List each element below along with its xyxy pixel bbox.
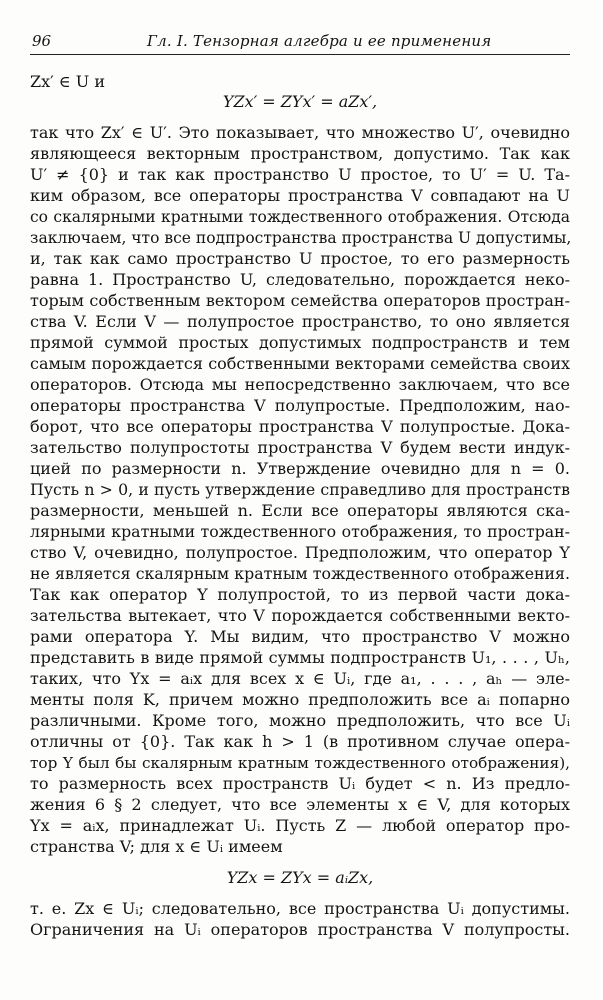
text-line: ким образом, все операторы пространства V совпадают на U bbox=[30, 186, 570, 205]
page-number: 96 bbox=[32, 32, 52, 50]
running-title: Гл. I. Тензорная алгебра и ее применения bbox=[147, 32, 492, 50]
text-line: отличны от {0}. Так как h > 1 (в противном случае опера- bbox=[30, 732, 570, 751]
text-line: рами оператора Y. Мы видим, что пространство V можно bbox=[30, 627, 570, 646]
text-line: тор Y был бы скалярным кратным тождественного отображения), bbox=[30, 754, 570, 772]
text-line: Yx = aᵢx, принадлежат Uᵢ. Пусть Z — любой оператор про- bbox=[30, 816, 570, 835]
text-line: и, так как само пространство U простое, то его размерность bbox=[30, 249, 570, 268]
text-line: прямой суммой простых допустимых подпространств и тем bbox=[30, 333, 570, 352]
text-line: U′ ≠ {0} и так как пространство U простое, то U′ = U. Та- bbox=[30, 165, 570, 184]
text-line: то размерность всех пространств Uᵢ будет < n. Из предло- bbox=[30, 774, 570, 793]
text-line: операторов. Отсюда мы непосредственно заключаем, что все bbox=[30, 375, 570, 394]
text-line: т. е. Zx ∈ Uᵢ; следовательно, все пространства Uᵢ допустимы. bbox=[30, 899, 570, 918]
text-line: являющееся векторным пространством, допустимо. Так как bbox=[30, 144, 570, 163]
text-line: торым собственным вектором семейства операторов простран- bbox=[30, 291, 570, 310]
text-line: ство V, очевидно, полупростое. Предположим, что оператор Y bbox=[30, 543, 570, 562]
text-line: размерности, меньшей n. Если все операторы являются ска- bbox=[30, 501, 570, 520]
text-line: самым порождается собственными векторами семейства своих bbox=[30, 354, 570, 373]
text-line: менты поля K, причем можно предположить все aᵢ попарно bbox=[30, 690, 570, 709]
text-line: Zx′ ∈ U и bbox=[30, 72, 106, 91]
text-line: зательство полупростоты пространства V будем вести индук- bbox=[30, 438, 570, 457]
display-equation: YZx = ZYx = aᵢZx, bbox=[226, 868, 374, 887]
text-line: представить в виде прямой суммы подпространств U₁, . . . , Uₕ, bbox=[30, 648, 570, 667]
text-line: заключаем, что все подпространства пространства U допустимы, bbox=[30, 229, 572, 247]
text-line: со скалярными кратными тождественного отображения. Отсюда bbox=[30, 208, 570, 226]
text-line: борот, что все операторы пространства V полупростые. Дока- bbox=[30, 417, 570, 436]
text-line: лярными кратными тождественного отображения, то простран- bbox=[30, 522, 570, 541]
text-line: странства V; для x ∈ Uᵢ имеем bbox=[30, 837, 283, 856]
text-line: Пусть n > 0, и пусть утверждение справедливо для пространств bbox=[30, 480, 570, 499]
text-line: различными. Кроме того, можно предположить, что все Uᵢ bbox=[30, 711, 570, 730]
text-line: не является скалярным кратным тождественного отображения. bbox=[30, 564, 570, 583]
text-line: жения 6 § 2 следует, что все элементы x ∈ V, для которых bbox=[30, 795, 570, 814]
text-line: зательства вытекает, что V порождается собственными векто- bbox=[30, 606, 570, 625]
text-line: цией по размерности n. Утверждение очевидно для n = 0. bbox=[30, 459, 570, 478]
text-line: Так как оператор Y полупростой, то из первой части дока- bbox=[30, 585, 570, 604]
running-header bbox=[30, 30, 570, 55]
text-line: ства V. Если V — полупростое пространство, то оно является bbox=[30, 312, 570, 331]
text-line: равна 1. Пространство U, следовательно, порождается неко- bbox=[30, 270, 570, 289]
display-equation: YZx′ = ZYx′ = aZx′, bbox=[222, 92, 378, 111]
text-line: Ограничения на Uᵢ операторов пространства V полупросты. bbox=[30, 920, 570, 939]
text-line: операторы пространства V полупростые. Предположим, нао- bbox=[30, 396, 570, 415]
text-line: так что Zx′ ∈ U′. Это показывает, что множество U′, очевидно bbox=[30, 123, 570, 142]
text-line: таких, что Yx = aᵢx для всех x ∈ Uᵢ, где a₁, . . . , aₕ — эле- bbox=[30, 669, 570, 688]
